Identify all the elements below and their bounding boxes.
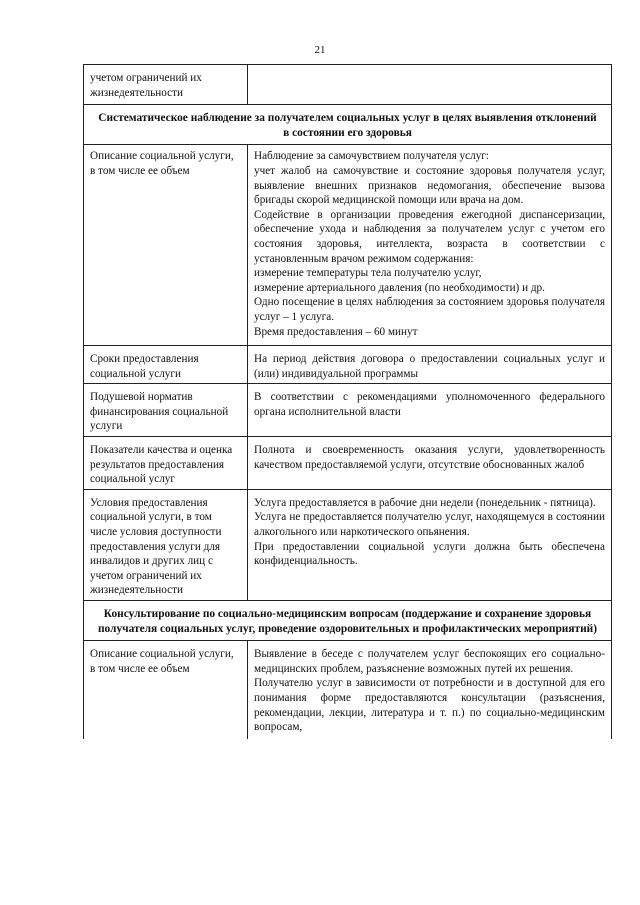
content-paragraph: Одно посещение в целях наблюдения за состоянием здоровья получателя услуг – 1 услуга. [254, 296, 605, 323]
table-row [84, 65, 612, 105]
row-content [248, 641, 612, 739]
row-content [248, 489, 612, 600]
table-row [84, 346, 612, 384]
table-row [84, 489, 612, 600]
row-label: Подушевой норматив финансирования социальной услуги [84, 384, 248, 437]
row-content [248, 145, 612, 346]
content-paragraph: На период действия договора о предоставлении социальных услуг и (или) индивидуальной программы [254, 353, 605, 380]
table-row [84, 145, 612, 346]
content-paragraph: Услуга предоставляется в рабочие дни недели (понедельник - пятница). [254, 496, 596, 509]
table-row [84, 384, 612, 437]
content-paragraph: измерение температуры тела получателю услуг, [254, 267, 482, 280]
content-paragraph: измерение артериального давления (по необходимости) и др. [254, 281, 545, 294]
row-content [248, 65, 612, 105]
content-paragraph: Время предоставления – 60 минут [254, 325, 418, 338]
table-row [84, 437, 612, 490]
content-paragraph: Наблюдение за самочувствием получателя услуг: [254, 150, 489, 163]
table-row [84, 641, 612, 739]
row-label: Условия предоставления социальной услуги, в том числе условия доступности предоставления услуги для инвалидов и других лиц с учетом ограничений их жизнедеятельности [84, 489, 248, 600]
content-paragraph: Выявление в беседе с получателем услуг беспокоящих его социально-медицинских проблем, разъяснение возможных путей их решения. [254, 648, 605, 675]
row-label: Показатели качества и оценка результатов предоставления социальной услуг [84, 437, 248, 490]
row-label: Сроки предоставления социальной услуги [84, 346, 248, 384]
content-paragraph: Полнота и своевременность оказания услуги, удовлетворенность качеством предоставляемой услуги, отсутствие обоснованных жалоб [254, 444, 605, 471]
content-paragraph: При предоставлении социальной услуги должна быть обеспечена конфиденциальность. [254, 540, 605, 568]
content-paragraph: Содействие в организации проведения ежегодной диспансеризации, обеспечение ухода и наблюдения за получателем услуг с учетом его состояния здоровья, интеллекта, возраста в соответствии с установленным врачом режимом содержания: [254, 208, 605, 265]
content-paragraph: Получателю услуг в зависимости от потребности и в доступной для его понимания форме предоставляются консультации (разъяснения, рекомендации, лекции, литература и т. п.) по социально-медицинским вопросам, [254, 677, 605, 734]
row-content [248, 437, 612, 490]
content-paragraph: Услуга не предоставляется получателю услуг, находящемуся в состоянии алкогольного или наркотического опьянения. [254, 511, 605, 539]
services-table [83, 64, 612, 739]
row-label: учетом ограничений их жизнедеятельности [84, 65, 248, 105]
row-label: Описание социальной услуги, в том числе ее объем [84, 641, 248, 739]
row-content [248, 384, 612, 437]
section-heading-row [84, 105, 612, 145]
content-paragraph: учет жалоб на самочувствие и состояние здоровья получателя услуг, выявление внешних признаков недомогания, обеспечение вызова бригады скорой медицинской помощи или врача на дом. [254, 164, 605, 207]
section-heading: Систематическое наблюдение за получателем социальных услуг в целях выявления отклонений в состоянии его здоровья [84, 105, 612, 145]
section-heading: Консультирование по социально-медицинским вопросам (поддержание и сохранение здоровья получателя социальных услуг, проведение оздоровительных и профилактических мероприятий) [84, 601, 612, 641]
row-label: Описание социальной услуги, в том числе ее объем [84, 145, 248, 346]
page-number: 21 [314, 44, 326, 56]
section-heading-row [84, 601, 612, 641]
content-paragraph: В соответствии с рекомендациями уполномоченного федерального органа исполнительной власти [254, 391, 605, 418]
row-content [248, 346, 612, 384]
